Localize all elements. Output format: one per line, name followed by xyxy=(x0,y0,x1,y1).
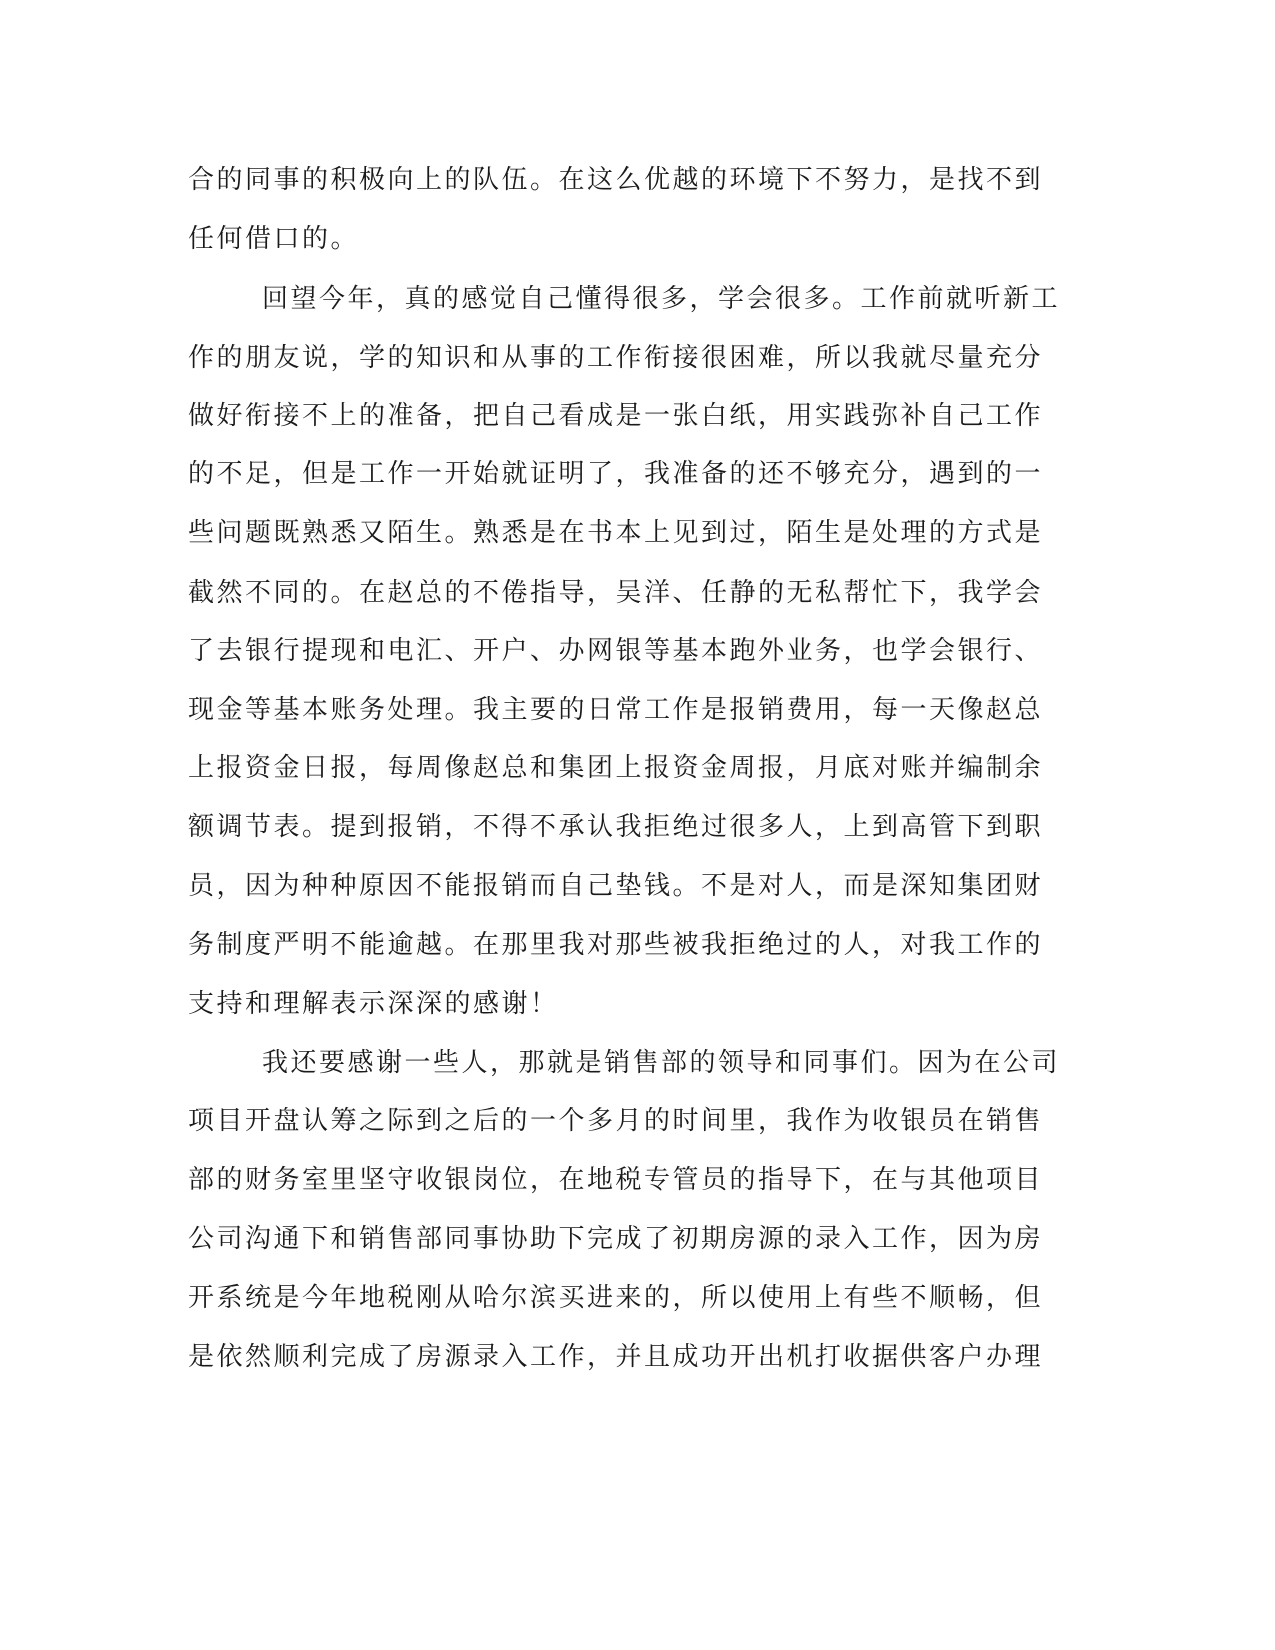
text-line: 部的财务室里坚守收银岗位，在地税专管员的指导下，在与其他项目 xyxy=(188,1165,1044,1195)
text-line: 项目开盘认筹之际到之后的一个多月的时间里，我作为收银员在销售 xyxy=(188,1106,1044,1136)
text-line: 上报资金日报，每周像赵总和集团上报资金周报，月底对账并编制余 xyxy=(188,753,1044,783)
text-line: 是依然顺利完成了房源录入工作，并且成功开出机打收据供客户办理 xyxy=(188,1342,1044,1372)
text-line: 任何借口的。 xyxy=(188,224,360,254)
text-line: 现金等基本账务处理。我主要的日常工作是报销费用，每一天像赵总 xyxy=(188,695,1044,725)
text-line: 公司沟通下和销售部同事协助下完成了初期房源的录入工作，因为房 xyxy=(188,1224,1044,1254)
paragraph-start-line: 我还要感谢一些人，那就是销售部的领导和同事们。因为在公司 xyxy=(262,1048,1061,1078)
text-line: 开系统是今年地税刚从哈尔滨买进来的，所以使用上有些不顺畅，但 xyxy=(188,1283,1044,1313)
text-line: 员，因为种种原因不能报销而自己垫钱。不是对人，而是深知集团财 xyxy=(188,871,1044,901)
text-line: 截然不同的。在赵总的不倦指导，吴洋、任静的无私帮忙下，我学会 xyxy=(188,578,1044,608)
text-line: 些问题既熟悉又陌生。熟悉是在书本上见到过，陌生是处理的方式是 xyxy=(188,518,1044,548)
paragraph-start-line: 回望今年，真的感觉自己懂得很多，学会很多。工作前就听新工 xyxy=(262,284,1061,314)
text-line: 支持和理解表示深深的感谢！ xyxy=(188,989,559,1019)
text-line: 合的同事的积极向上的队伍。在这么优越的环境下不努力，是找不到 xyxy=(188,165,1044,195)
text-line: 做好衔接不上的准备，把自己看成是一张白纸，用实践弥补自己工作 xyxy=(188,401,1044,431)
text-line: 的不足，但是工作一开始就证明了，我准备的还不够充分，遇到的一 xyxy=(188,459,1044,489)
text-line: 务制度严明不能逾越。在那里我对那些被我拒绝过的人，对我工作的 xyxy=(188,930,1044,960)
text-line: 作的朋友说，学的知识和从事的工作衔接很困难，所以我就尽量充分 xyxy=(188,343,1044,373)
text-line: 了去银行提现和电汇、开户、办网银等基本跑外业务，也学会银行、 xyxy=(188,636,1044,666)
text-line: 额调节表。提到报销，不得不承认我拒绝过很多人，上到高管下到职 xyxy=(188,812,1044,842)
